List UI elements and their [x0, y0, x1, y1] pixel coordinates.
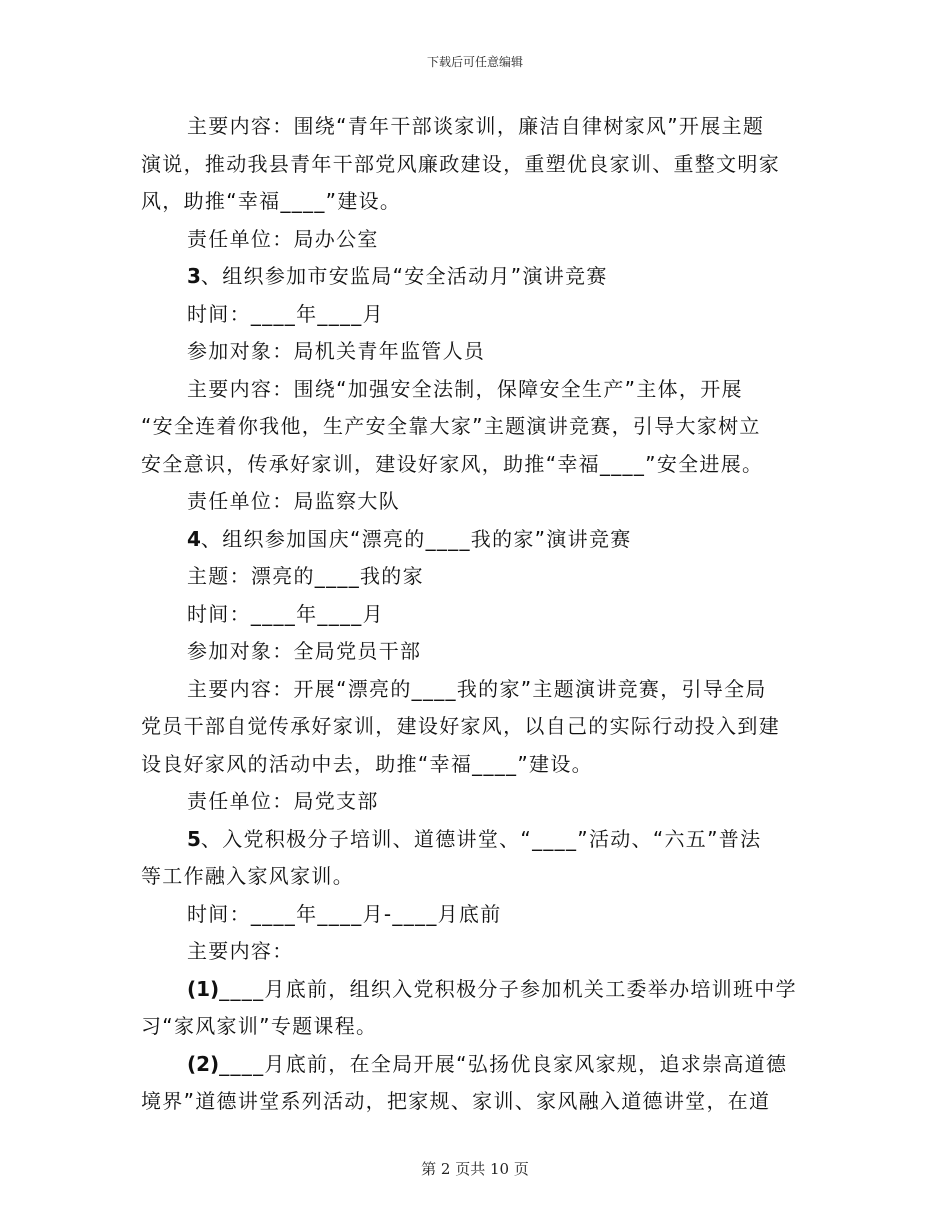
- line-text: 主要内容：开展“漂亮的____我的家”主题演讲竞赛，引导全局: [187, 676, 767, 701]
- line-text: 时间：____年____月: [187, 601, 384, 626]
- line-text: 风，助推“幸福____”建设。: [141, 189, 402, 213]
- text-line: [141, 333, 806, 371]
- line-text: ____月底前，在全局开展“弘扬优良家风家规，追求崇高道德: [219, 1051, 788, 1076]
- line-text: 责任单位：局办公室: [187, 226, 379, 251]
- text-line: [141, 146, 806, 184]
- text-line: [141, 221, 806, 259]
- text-line: [141, 933, 806, 971]
- text-line: [141, 821, 806, 859]
- line-text: 、组织参加国庆“漂亮的____我的家”演讲竞赛: [200, 526, 632, 551]
- line-text: 主要内容：围绕“青年干部谈家训，廉洁自律树家风”开展主题: [187, 114, 765, 138]
- text-line: [141, 408, 806, 446]
- line-text: 参加对象：局机关青年监管人员: [187, 339, 486, 363]
- line-text: 演说，推动我县青年干部党风廉政建设，重塑优良家训、重整文明家: [141, 151, 780, 176]
- text-line: [141, 633, 806, 671]
- line-text: 、组织参加市安监局“安全活动月”演讲竞赛: [200, 264, 608, 288]
- line-text: “安全连着你我他，生产安全靠大家”主题演讲竞赛，引导大家树立: [141, 414, 761, 438]
- line-text: 参加对象：全局党员干部: [187, 639, 422, 663]
- item-number: (2): [187, 1051, 220, 1076]
- text-line: [141, 708, 806, 746]
- line-text: 安全意识，传承好家训，建设好家风，助推“幸福____”安全进展。: [141, 451, 764, 476]
- text-line: [141, 1083, 806, 1121]
- item-number: 3: [187, 264, 201, 288]
- page-footer: 第 2 页共 10 页: [421, 1160, 529, 1178]
- text-line: [141, 783, 806, 821]
- text-line: [141, 446, 806, 484]
- text-line: [141, 971, 806, 1009]
- line-text: 时间：____年____月: [187, 301, 384, 326]
- page-header: 下载后可任意编辑: [426, 55, 523, 69]
- text-line: [141, 1046, 806, 1084]
- document-body: [141, 108, 806, 1121]
- line-text: 习“家风家训”专题课程。: [141, 1014, 378, 1038]
- text-line: [141, 296, 806, 334]
- line-text: ____月底前，组织入党积极分子参加机关工委举办培训班中学: [219, 976, 797, 1001]
- line-text: 设良好家风的活动中去，助推“幸福____”建设。: [141, 751, 593, 776]
- text-line: [141, 1008, 806, 1046]
- line-text: 责任单位：局监察大队: [187, 489, 400, 513]
- item-number: (1): [187, 976, 220, 1001]
- line-text: 责任单位：局党支部: [187, 789, 379, 813]
- line-text: 时间：____年____月-____月底前: [187, 901, 502, 926]
- text-line: [141, 858, 806, 896]
- text-line: [141, 371, 806, 409]
- line-text: 主题：漂亮的____我的家: [187, 564, 424, 588]
- line-text: 、入党积极分子培训、道德讲堂、“____”活动、“六五”普法: [200, 826, 762, 851]
- line-text: 等工作融入家风家训。: [141, 864, 354, 888]
- text-line: [141, 896, 806, 934]
- text-line: [141, 521, 806, 559]
- item-number: 4: [187, 526, 201, 551]
- text-line: [141, 483, 806, 521]
- line-text: 党员干部自觉传承好家训，建设好家风，以自己的实际行动投入到建: [141, 714, 780, 738]
- line-text: 境界”道德讲堂系列活动，把家规、家训、家风融入道德讲堂，在道: [141, 1089, 771, 1113]
- text-line: [141, 596, 806, 634]
- text-line: [141, 108, 806, 146]
- text-line: [141, 258, 806, 296]
- text-line: [141, 746, 806, 784]
- text-line: [141, 183, 806, 221]
- text-line: [141, 558, 806, 596]
- line-text: 主要内容：: [187, 939, 294, 963]
- text-line: [141, 671, 806, 709]
- item-number: 5: [187, 826, 201, 851]
- line-text: 主要内容：围绕“加强安全法制，保障安全生产”主体，开展: [187, 376, 743, 401]
